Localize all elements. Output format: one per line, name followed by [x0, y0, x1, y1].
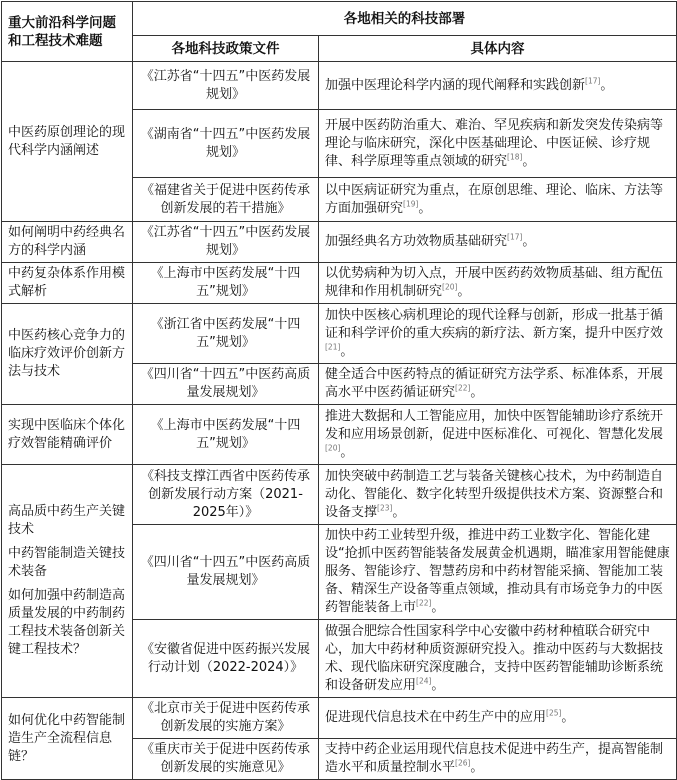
question-cell: 如何阐明中药经典名方的科学内涵 — [2, 222, 133, 263]
policy-doc-cell: 《江苏省“十四五”中医药发展规划》 — [133, 62, 319, 110]
content-text: 加强中医理论科学内涵的现代阐释和实践创新 — [325, 77, 586, 93]
content-cell: 推进大数据和人工智能应用，加快中医智能辅助诊疗系统开发和应用场景创新，促进中医标准化、可视化、智慧化发展[20]。 — [319, 405, 677, 465]
policy-doc-cell: 《上海市中医药发展“十四五”规划》 — [133, 405, 319, 465]
question-cell: 中医药核心竞争力的临床疗效评价创新方法与技术 — [2, 304, 133, 405]
content-text: 以优势病种为切入点，开展中医药药效物质基础、组方配伍规律和作用机制研究 — [325, 266, 664, 299]
question-cell: 实现中医临床个体化疗效智能精确评价 — [2, 405, 133, 465]
content-cell: 做强合肥综合性国家科学中心安徽中药材种植联合研究中心，加大中药材种质资源研究投入。推动中医药与大数据技术、现代临床研究深度融合，支持中医药智能辅助诊断系统和设备研发应用[24]。 — [319, 620, 677, 698]
question-cell — [2, 465, 133, 698]
citation-ref: [26] — [455, 758, 471, 768]
citation-ref: [23] — [377, 503, 393, 513]
policy-doc-cell: 《四川省“十四五”中医药高质量发展规划》 — [133, 364, 319, 405]
policy-doc-cell: 《上海市中医药发展“十四五”规划》 — [133, 263, 319, 304]
content-cell: 开展中医药防治重大、难治、罕见疾病和新发突发传染病等理论与临床研究，深化中医基础理论、中医证候、诊疗规律、科学原理等重点领域的研究[18]。 — [319, 110, 677, 178]
question-text: 高品质中药生产关键技术 — [8, 504, 126, 537]
content-cell: 加强经典名方功效物质基础研究[17]。 — [319, 222, 677, 263]
content-text: 做强合肥综合性国家科学中心安徽中药材种植联合研究中心，加大中药材种质资源研究投入。推动中医药与大数据技术、现代临床研究深度融合，支持中医药智能辅助诊断系统和设备研发应用 — [325, 623, 664, 693]
question-text: 中药智能制造关键技术装备 — [8, 546, 126, 579]
content-cell: 加快突破中药制造工艺与装备关键核心技术，为中药制造自动化、智能化、数字化转型升级提供技术方案、资源整合和设备支撑[23]。 — [319, 465, 677, 525]
citation-ref: [18] — [507, 152, 523, 162]
content-cell: 加快中医核心病机理论的现代诠释与创新，形成一批基于循证和科学评价的重大疾病的新疗法、新方案，提升中医疗效[21]。 — [319, 304, 677, 364]
citation-ref: [22] — [416, 598, 432, 608]
question-cell: 如何优化中药智能制造生产全流程信息链？ — [2, 698, 133, 780]
citation-ref: [21] — [325, 342, 341, 352]
citation-ref: [24] — [416, 676, 432, 686]
citation-ref: [17] — [585, 76, 601, 86]
citation-ref: [17] — [507, 232, 523, 242]
content-cell: 以中医病证研究为重点，在原创思维、理论、临床、方法等方面加强研究[19]。 — [319, 178, 677, 222]
policy-doc-cell: 《安徽省促进中医药振兴发展行动计划（2022-2024）》 — [133, 620, 319, 698]
citation-ref: [20] — [325, 443, 341, 453]
content-cell: 加强中医理论科学内涵的现代阐释和实践创新[17]。 — [319, 62, 677, 110]
policy-doc-cell: 《浙江省中医药发展“十四五”规划》 — [133, 304, 319, 364]
content-text: 支持中药企业运用现代信息技术促进中药生产，提高智能制造水平和质量控制水平 — [325, 742, 664, 775]
content-cell: 促进现代信息技术在中药生产中的应用[25]。 — [319, 698, 677, 739]
policy-doc-cell: 《北京市关于促进中医药传承创新发展的实施方案》 — [133, 698, 319, 739]
policy-doc-cell: 《江苏省“十四五”中医药发展规划》 — [133, 222, 319, 263]
header-deployment-group: 各地相关的科技部署 — [133, 2, 677, 36]
content-text: 促进现代信息技术在中药生产中的应用 — [325, 710, 547, 725]
content-cell: 加快中药工业转型升级，推进中药工业数字化、智能化建设“抢抓中医药智能装备发展黄金机遇期，瞄准家用智能健康服务、智能诊疗、智慧药房和中药材智能采摘、智能加工装备、精深生产设备等重点领域，推动具有市场竞争力的中医药智能装备上市[22]。 — [319, 525, 677, 620]
policy-doc-cell: 《科技支撑江西省中医药传承创新发展行动方案（2021-2025年）》 — [133, 465, 319, 525]
content-text: 加强经典名方功效物质基础研究 — [325, 234, 508, 249]
content-text: 以中医病证研究为重点，在原创思维、理论、临床、方法等方面加强研究 — [325, 182, 664, 216]
policy-doc-cell: 《福建省关于促进中医药传承创新发展的若干措施》 — [133, 178, 319, 222]
header-question-column: 重大前沿科学问题和工程技术难题 — [2, 2, 133, 62]
citation-ref: [20] — [442, 282, 458, 292]
policy-doc-cell: 《四川省“十四五”中医药高质量发展规划》 — [133, 525, 319, 620]
content-text: 健全适合中医药特点的循证研究方法学系、标准体系，开展高水平中医药循证研究 — [325, 367, 664, 400]
content-text: 开展中医药防治重大、难治、罕见疾病和新发突发传染病等理论与临床研究，深化中医基础理论、中医证候、诊疗规律、科学原理等重点领域的研究 — [325, 117, 664, 169]
policy-doc-cell: 《湖南省“十四五”中医药发展规划》 — [133, 110, 319, 178]
content-text: 加快中药工业转型升级，推进中药工业数字化、智能化建设“抢抓中医药智能装备发展黄金机遇期，瞄准家用智能健康服务、智能诊疗、智慧药房和中药材智能采摘、智能加工装备、精深生产设备等重点领域，推动具有市场竞争力的中医药智能装备上市 — [325, 528, 670, 615]
question-text: 如何加强中药制造高质量发展的中药制药工程技术装备创新关键工程技术？ — [8, 588, 126, 657]
policy-doc-cell: 《重庆市关于促进中医药传承创新发展的实施意见》 — [133, 739, 319, 780]
content-cell: 健全适合中医药特点的循证研究方法学系、标准体系，开展高水平中医药循证研究[22]。 — [319, 364, 677, 405]
question-cell: 中药复杂体系作用模式解析 — [2, 263, 133, 304]
content-cell: 以优势病种为切入点，开展中医药药效物质基础、组方配伍规律和作用机制研究[20]。 — [319, 263, 677, 304]
citation-ref: [22] — [455, 383, 471, 393]
citation-ref: [25] — [546, 708, 562, 718]
question-cell: 中医药原创理论的现代科学内涵阐述 — [2, 62, 133, 222]
policy-table — [1, 1, 677, 780]
citation-ref: [19] — [403, 199, 419, 209]
header-content-column: 具体内容 — [319, 36, 677, 62]
content-text: 推进大数据和人工智能应用，加快中医智能辅助诊疗系统开发和应用场景创新，促进中医标准化、可视化、智慧化发展 — [325, 408, 664, 442]
content-text: 加快突破中药制造工艺与装备关键核心技术，为中药制造自动化、智能化、数字化转型升级提供技术方案、资源整合和设备支撑 — [325, 468, 664, 520]
header-policy-doc-column: 各地科技政策文件 — [133, 36, 319, 62]
content-text: 加快中医核心病机理论的现代诠释与创新，形成一批基于循证和科学评价的重大疾病的新疗法、新方案，提升中医疗效 — [325, 307, 664, 341]
content-cell: 支持中药企业运用现代信息技术促进中药生产，提高智能制造水平和质量控制水平[26]。 — [319, 739, 677, 780]
